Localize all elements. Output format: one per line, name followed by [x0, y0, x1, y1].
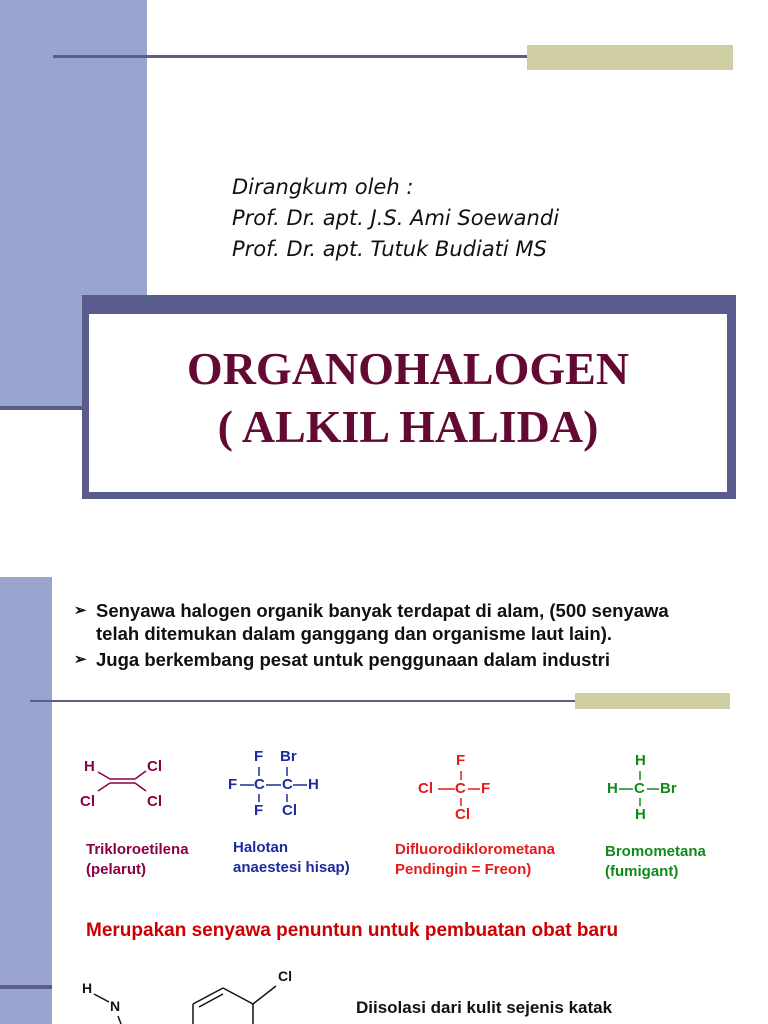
- atom-f: F: [481, 780, 491, 797]
- bullet-arrow-icon: ➢: [74, 602, 87, 619]
- atom-h: H: [607, 780, 618, 797]
- caption-difluorodiklorometana: [395, 840, 555, 880]
- bond-lines-icon: [605, 752, 695, 824]
- structure-chlorobenzene: [190, 966, 310, 1024]
- atom-f: F: [254, 748, 264, 765]
- caption-line: anaestesi hisap): [233, 859, 350, 876]
- author-line: Prof. Dr. apt. Tutuk Budiati MS: [232, 237, 547, 261]
- atom-cl: Cl: [147, 793, 162, 810]
- atom-n: N: [110, 998, 121, 1014]
- caption-line: (fumigant): [605, 863, 679, 880]
- top-accent-bar: [527, 45, 733, 70]
- atom-cl: Cl: [282, 802, 297, 819]
- atom-cl: Cl: [147, 758, 162, 775]
- atom-c: C: [455, 780, 466, 797]
- atom-h: H: [308, 776, 319, 793]
- molecule-bromometana: [605, 752, 695, 824]
- title-line-2: ( ALKIL HALIDA): [217, 401, 599, 452]
- atom-f: F: [228, 776, 238, 793]
- atom-f: F: [456, 752, 466, 769]
- author-line: Prof. Dr. apt. J.S. Ami Soewandi: [232, 206, 560, 230]
- left-decor-band-2: [0, 577, 52, 1024]
- lead-compound-text: Merupakan senyawa penuntun untuk pembuatan obat baru: [86, 920, 619, 941]
- structure-amine: [80, 978, 140, 1024]
- title-line-1: ORGANOHALOGEN: [186, 343, 630, 394]
- benzene-ring-icon: [190, 966, 310, 1024]
- caption-line: Halotan: [233, 839, 289, 856]
- bullet-text: Juga berkembang pesat untuk penggunaan dalam industri: [96, 649, 610, 670]
- caption-bromometana: [605, 842, 706, 882]
- slide-title: [87, 340, 729, 456]
- atom-c: C: [282, 776, 293, 793]
- bullet-item: [74, 600, 714, 645]
- isolation-text: Diisolasi dari kulit sejenis katak: [356, 998, 613, 1017]
- atom-cl: Cl: [418, 780, 433, 797]
- atom-c: C: [254, 776, 265, 793]
- molecule-trikloroetilena: [80, 755, 180, 815]
- double-bond-icon: [80, 755, 180, 815]
- author-line: Dirangkum oleh :: [232, 175, 414, 199]
- caption-line: (pelarut): [86, 861, 146, 878]
- atom-f: F: [254, 802, 264, 819]
- caption-line: Pendingin = Freon): [395, 861, 532, 878]
- atom-cl: Cl: [80, 793, 95, 810]
- molecule-halotan: [228, 748, 328, 820]
- atom-br: Br: [280, 748, 297, 765]
- atom-br: Br: [660, 780, 677, 797]
- caption-line: Trikloroetilena: [86, 841, 189, 858]
- band-bottom-line-2: [0, 985, 52, 989]
- atom-h: H: [635, 806, 646, 823]
- molecule-difluorodiklorometana: [418, 752, 508, 824]
- bullet-item: [74, 649, 714, 672]
- atom-cl: Cl: [455, 806, 470, 823]
- caption-line: Bromometana: [605, 843, 706, 860]
- caption-line: Difluorodiklorometana: [395, 841, 556, 858]
- atom-h: H: [635, 752, 646, 769]
- band-bottom-line: [0, 406, 84, 410]
- mid-accent-bar: [575, 693, 730, 709]
- atom-h: H: [84, 758, 95, 775]
- bullet-arrow-icon: ➢: [74, 651, 87, 668]
- caption-trikloroetilena: [86, 840, 189, 880]
- author-block: [232, 172, 732, 265]
- caption-halotan: [233, 838, 350, 878]
- bullet-list: [74, 600, 714, 676]
- bullet-text: Senyawa halogen organik banyak terdapat di alam, (500 senyawa telah ditemukan dalam ganggang dan organisme laut lain).: [96, 600, 669, 644]
- atom-h: H: [82, 980, 93, 996]
- atom-c: C: [634, 780, 645, 797]
- atom-cl: Cl: [278, 968, 292, 984]
